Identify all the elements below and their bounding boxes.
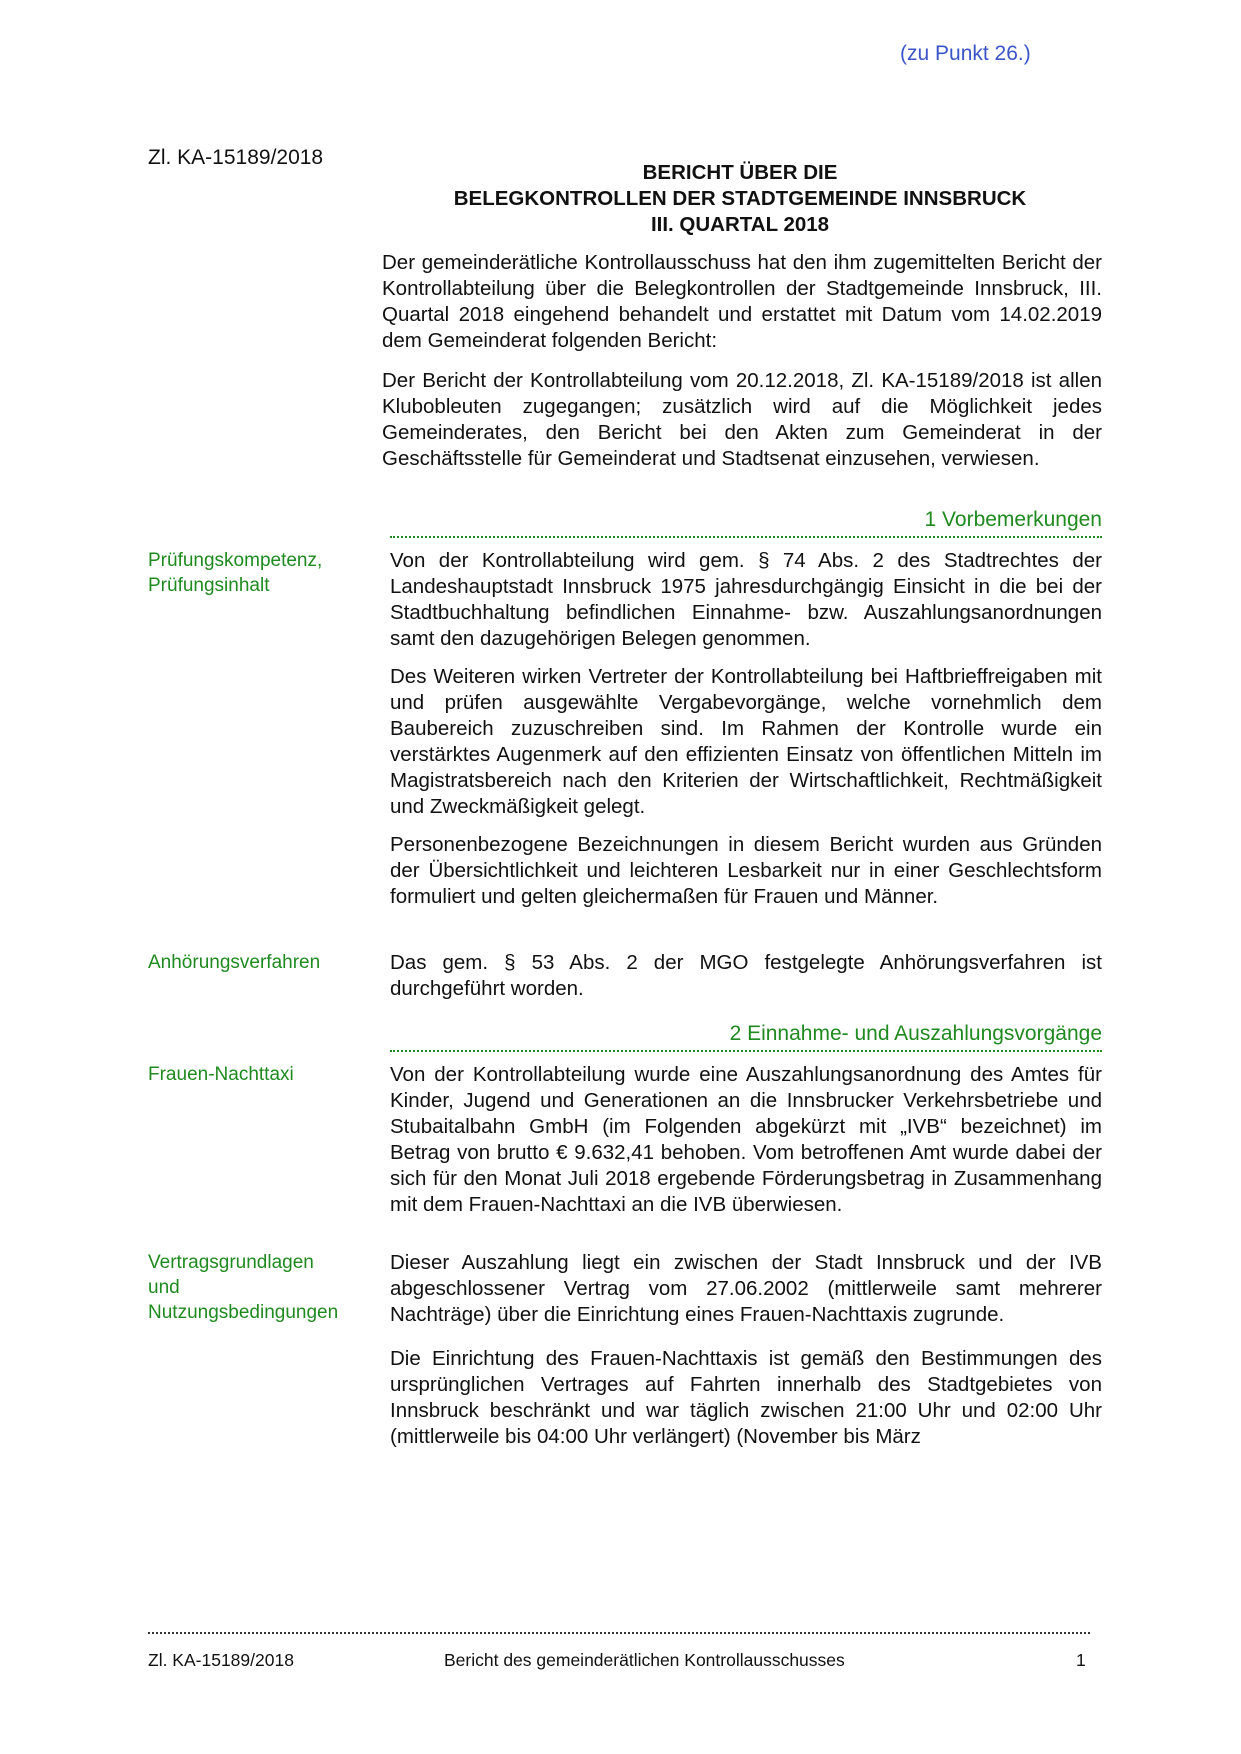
footer-rule <box>148 1632 1090 1634</box>
section-2-heading: 2 Einnahme- und Auszahlungsvorgänge <box>390 1022 1102 1052</box>
section-1-heading: 1 Vorbemerkungen <box>390 508 1102 538</box>
section-1-paragraph-1: Von der Kontrollabteilung wird gem. § 74 Abs. 2 des Stadtrechtes der Landeshauptstadt Innsbruck 1975 jahresdurchgängig Einsicht in die bei der Stadtbuchhaltung befindlichen Einnahme- bzw. Auszahlungsanordnungen samt den dazugehörigen Belegen genommen. <box>390 549 1102 650</box>
section-1-paragraph-4: Das gem. § 53 Abs. 2 der MGO festgelegte Anhörungsverfahren ist durchgeführt worden. <box>390 951 1102 1000</box>
section-2-paragraph-1: Von der Kontrollabteilung wurde eine Auszahlungsanordnung des Amtes für Kinder, Jugend und Generationen an die Innsbrucker Verkehrsbetriebe und Stubaitalbahn GmbH (im Folgenden abgekürzt mit „IVB“ bezeichnet) im Betrag von brutto € 9.632,41 behoben. Vom betroffenen Amt wurde dabei der sich für den Monat Juli 2018 ergebende Förderungsbetrag in Zusammenhang mit dem Frauen-Nachttaxi an die IVB überwiesen. <box>390 1063 1102 1216</box>
section-1-paragraph-2: Des Weiteren wirken Vertreter der Kontrollabteilung bei Haftbrieffreigaben mit und prüfen ausgewählte Vergabevorgänge, welche vornehmlich dem Baubereich zuzuschreiben sind. Im Rahmen der Kontrolle wurde ein verstärktes Augenmerk auf den effizienten Einsatz von öffentlichen Mitteln im Magistratsbereich nach den Kriterien der Wirtschaftlichkeit, Rechtmäßigkeit und Zweckmäßigkeit gelegt. <box>390 665 1102 818</box>
footer-reference: Zl. KA-15189/2018 <box>148 1650 294 1670</box>
margin-note-anhoerung: Anhörungsverfahren <box>148 952 321 973</box>
title-line-1: BERICHT ÜBER DIE <box>642 161 838 184</box>
section-2-paragraph-2: Dieser Auszahlung liegt ein zwischen der Stadt Innsbruck und der IVB abgeschlossener Vertrag vom 27.06.2002 (mittlerweile samt mehrerer Nachträge) über die Einrichtung eines Frauen-Nachttaxis zugrunde. <box>390 1251 1102 1326</box>
agenda-note: (zu Punkt 26.) <box>900 42 1031 65</box>
intro-paragraph-1: Der gemeinderätliche Kontrollausschuss hat den ihm zugemittelten Bericht der Kontrollabteilung über die Belegkontrollen der Stadtgemeinde Innsbruck, III. Quartal 2018 eingehend behandelt und erstattet mit Datum vom 14.02.2019 dem Gemeinderat folgenden Bericht: <box>382 251 1102 352</box>
title-line-3: III. QUARTAL 2018 <box>650 213 830 236</box>
margin-note-pruefung: Prüfungskompetenz, Prüfungsinhalt <box>148 550 323 596</box>
section-2-paragraph-3: Die Einrichtung des Frauen-Nachttaxis ist gemäß den Bestimmungen des ursprünglichen Vertrages auf Fahrten innerhalb des Stadtgebietes von Innsbruck beschränkt und war täglich zwischen 21:00 Uhr und 02:00 Uhr (mittlerweile bis 04:00 Uhr verlängert) (November bis März <box>390 1347 1102 1448</box>
report-title <box>380 160 1100 238</box>
title-line-2: BELEGKONTROLLEN DER STADTGEMEINDE INNSBRUCK <box>453 187 1027 210</box>
section-1-paragraph-3: Personenbezogene Bezeichnungen in diesem Bericht wurden aus Gründen der Übersichtlichkeit und leichteren Lesbarkeit nur in einer Geschlechtsform formuliert und gelten gleichermaßen für Frauen und Männer. <box>390 833 1102 908</box>
margin-note-taxi: Frauen-Nachttaxi <box>148 1064 294 1085</box>
page-number: 1 <box>1076 1650 1086 1670</box>
reference-number: Zl. KA-15189/2018 <box>148 146 324 169</box>
footer-title: Bericht des gemeinderätlichen Kontrollausschusses <box>444 1650 845 1670</box>
margin-note-vertrag: Vertragsgrundlagen und Nutzungsbedingungen <box>148 1252 339 1323</box>
intro-paragraph-2: Der Bericht der Kontrollabteilung vom 20.12.2018, Zl. KA-15189/2018 ist allen Klubobleuten zugegangen; zusätzlich wird auf die Möglichkeit jedes Gemeinderates, den Bericht bei den Akten zum Gemeinderat in der Geschäftsstelle für Gemeinderat und Stadtsenat einzusehen, verwiesen. <box>382 369 1102 470</box>
